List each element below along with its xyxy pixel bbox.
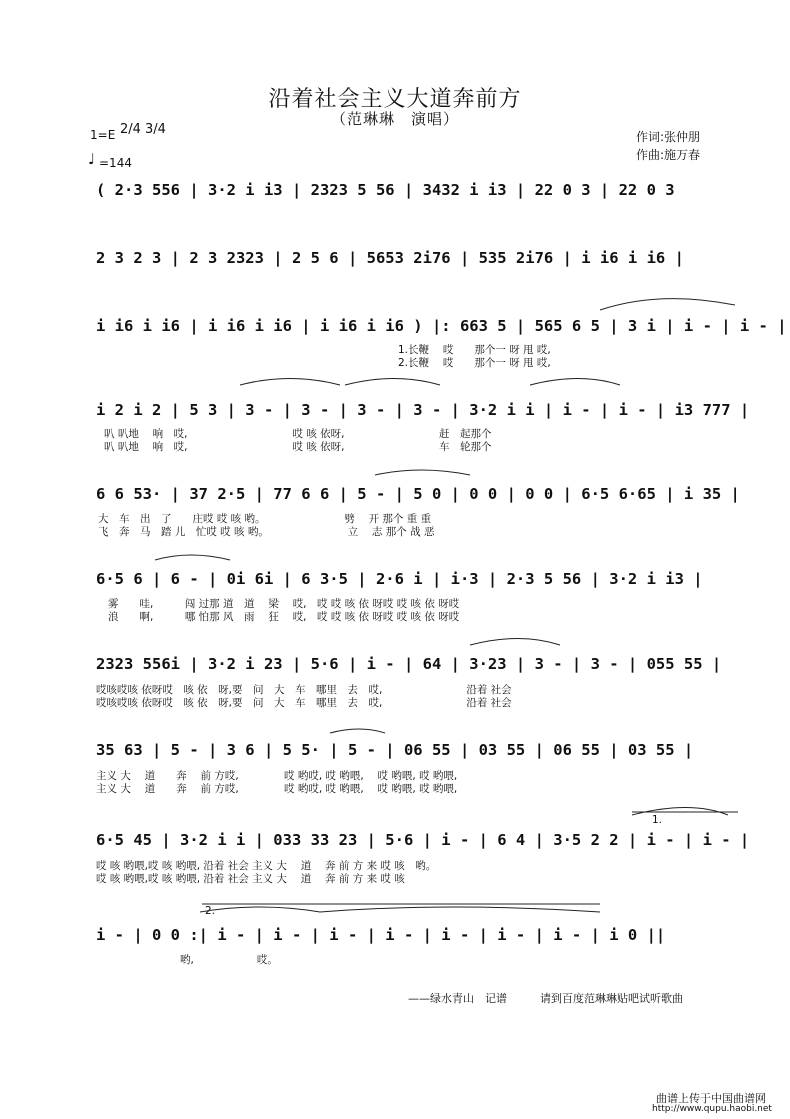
lyric-line-5a: 大 车 出 了 庄哎 哎 咳 哟。 劈 开 那个 重 重: [98, 513, 432, 525]
slur-line-4a: [240, 379, 340, 386]
time-signature-1: 2/4: [120, 122, 141, 137]
listen-note: 请到百度范琳琳贴吧试听歌曲: [540, 992, 683, 1005]
lyric-line-7a: 哎咳哎咳 依呀哎 咳 依 呀,要 问 大 车 哪里 去 哎, 沿着 社会: [96, 684, 512, 696]
score-line-3: i i6 i i6 | i i6 i i6 | i i6 i i6 ) |: 663 5 | 565 6 5 | 3 i | i - | i - |: [96, 317, 787, 335]
score-line-4: i 2 i 2 | 5 3 | 3 - | 3 - | 3 - | 3 - | 3·2 i i | i - | i - | i3 777 |: [96, 401, 750, 419]
lyric-line-4a: 叭 叭地 响 哎, 哎 咳 依呀, 赶 起那个: [104, 428, 492, 440]
source-url: http://www.qupu.haobi.net: [652, 1104, 772, 1114]
slur-line-8: [330, 729, 385, 733]
time-signature-2: 3/4: [145, 122, 166, 137]
tempo-marking: =144: [99, 156, 132, 170]
score-line-7: 2323 556i | 3·2 i 23 | 5·6 | i - | 64 | 3·23 | 3 - | 3 - | 055 55 |: [96, 655, 722, 673]
lyric-line-3b: 2.长鞭 哎 那个一 呀 甩 哎,: [398, 357, 551, 369]
quarter-note-icon: ♩: [88, 150, 96, 168]
lyric-line-7b: 哎咳哎咳 依呀哎 咳 依 呀,要 问 大 车 哪里 去 哎, 沿着 社会: [96, 697, 512, 709]
slur-line-6: [155, 555, 230, 560]
performer-subtitle: （范琳琳 演唱）: [330, 110, 459, 128]
lyric-line-10a: 哟, 哎。: [96, 954, 278, 966]
slur-line-4b: [345, 379, 440, 386]
lyric-line-6b: 浪 啊, 哪 怕那 风 雨 狂 哎, 哎 哎 咳 依 呀哎 哎 咳 依 呀哎: [108, 611, 460, 623]
slur-line-4c: [530, 379, 620, 386]
slur-line-10a: [200, 907, 320, 912]
score-line-1: ( 2·3 556 | 3·2 i i3 | 2323 5 56 | 3432 i i3 | 22 0 3 | 22 0 3: [96, 181, 675, 199]
slur-line-9: [632, 808, 728, 816]
lyric-line-8a: 主义 大 道 奔 前 方哎, 哎 哟哎, 哎 哟喂, 哎 哟喂, 哎 哟喂,: [96, 770, 458, 782]
lyric-line-5b: 飞 奔 马 踏 儿 忙哎 哎 咳 哟。 立 志 那个 战 恶: [98, 526, 435, 538]
volta-second: 2.: [205, 905, 216, 917]
lyric-line-9b: 哎 咳 哟喂,哎 咳 哟喂, 沿着 社会 主义 大 道 奔 前 方 来 哎 咳: [96, 873, 405, 885]
slur-line-7: [470, 639, 560, 646]
lyric-line-9a: 哎 咳 哟喂,哎 咳 哟喂, 沿着 社会 主义 大 道 奔 前 方 来 哎 咳 哟。: [96, 860, 437, 872]
lyric-line-8b: 主义 大 道 奔 前 方哎, 哎 哟哎, 哎 哟喂, 哎 哟喂, 哎 哟喂,: [96, 783, 458, 795]
slur-line-3: [600, 299, 735, 310]
transcriber-credit: ——绿水青山 记谱: [408, 992, 507, 1005]
composer: 作曲:施万春: [636, 148, 701, 162]
score-line-6: 6·5 6 | 6 - | 0i 6i | 6 3·5 | 2·6 i | i·3 | 2·3 5 56 | 3·2 i i3 |: [96, 570, 703, 588]
score-line-5: 6 6 53· | 37 2·5 | 77 6 6 | 5 - | 5 0 | 0 0 | 0 0 | 6·5 6·65 | i 35 |: [96, 485, 740, 503]
lyricist: 作词:张仲朋: [636, 130, 701, 144]
key-signature: 1=E: [90, 128, 116, 142]
score-line-9: 6·5 45 | 3·2 i i | 033 33 23 | 5·6 | i - | 6 4 | 3·5 2 2 | i - | i - |: [96, 831, 750, 849]
score-line-8: 35 63 | 5 - | 3 6 | 5 5· | 5 - | 06 55 | 03 55 | 06 55 | 03 55 |: [96, 741, 694, 759]
slur-line-10b: [320, 907, 600, 912]
source-label: 曲谱上传于中国曲谱网: [656, 1092, 766, 1105]
volta-first: 1.: [652, 814, 663, 826]
score-line-2: 2 3 2 3 | 2 3 2323 | 2 5 6 | 5653 2i76 | 535 2i76 | i i6 i i6 |: [96, 249, 684, 267]
lyric-line-6a: 雾 哇, 闯 过那 道 道 梁 哎, 哎 哎 咳 依 呀哎 哎 咳 依 呀哎: [108, 598, 460, 610]
score-line-10: i - | 0 0 :| i - | i - | i - | i - | i - | i - | i - | i 0 ||: [96, 926, 666, 944]
lyric-line-4b: 叭 叭地 响 哎, 哎 咳 依呀, 车 轮那个: [104, 441, 492, 453]
slur-line-5: [375, 470, 470, 475]
lyric-line-3a: 1.长鞭 哎 那个一 呀 甩 哎,: [398, 344, 551, 356]
page-title: 沿着社会主义大道奔前方: [268, 87, 522, 112]
